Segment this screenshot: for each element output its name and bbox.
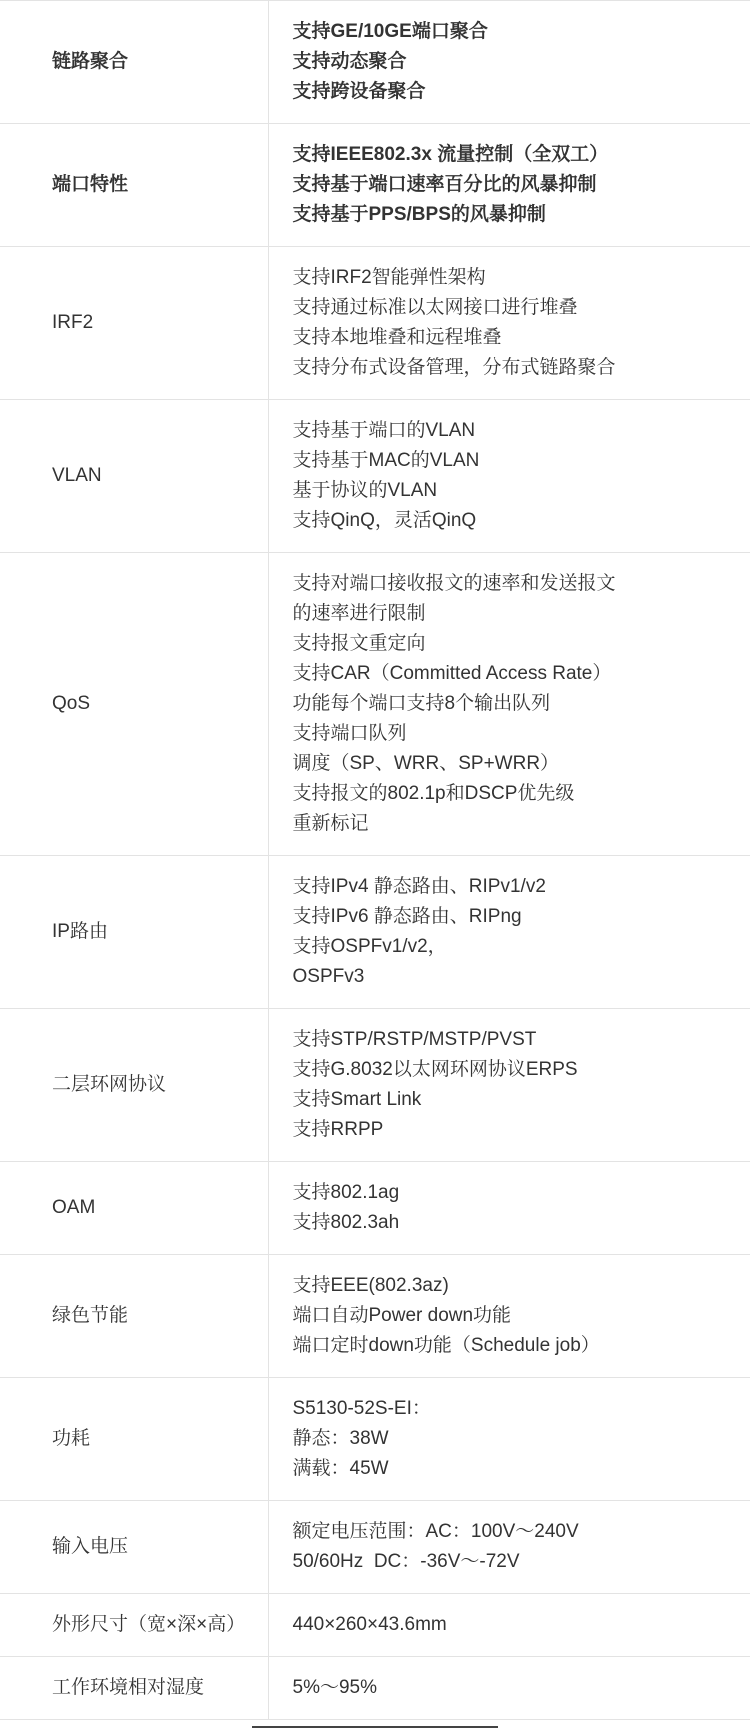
spec-value-line: 支持动态聚合 — [292, 51, 407, 72]
spec-value-line: 支持OSPFv1/v2， — [292, 936, 447, 957]
table-row — [0, 1162, 750, 1255]
spec-label: QoS — [0, 553, 268, 856]
spec-value-line: 支持IPv6 静态路由、RIPng — [292, 906, 522, 927]
spec-value-line: 功能每个端口支持8个输出队列 — [292, 693, 551, 714]
spec-value-line: 支持GE/10GE端口聚合 — [292, 21, 488, 42]
bottom-divider — [0, 1720, 750, 1734]
spec-label: 链路聚合 — [0, 1, 268, 124]
spec-value-line: 支持基于PPS/BPS的风暴抑制 — [292, 204, 546, 225]
spec-value-line: 重新标记 — [292, 813, 369, 834]
spec-value-line: 支持本地堆叠和远程堆叠 — [292, 327, 502, 348]
spec-value-line: 支持IPv4 静态路由、RIPv1/v2 — [292, 876, 546, 897]
spec-value — [268, 124, 750, 247]
spec-value-line: 支持跨设备聚合 — [292, 81, 426, 102]
spec-value-line: 端口自动Power down功能 — [292, 1305, 512, 1326]
spec-value-line: 支持对端口接收报文的速率和发送报文 — [292, 573, 616, 594]
specification-table-body — [0, 1, 750, 1720]
spec-value — [268, 1657, 750, 1720]
spec-value-line: 支持基于端口的VLAN — [292, 420, 476, 441]
table-row — [0, 1657, 750, 1720]
spec-value-line: 440×260×43.6mm — [292, 1614, 447, 1635]
spec-value-line: 支持802.1ag — [292, 1182, 400, 1203]
spec-value-line: S5130-52S-EI： — [292, 1398, 431, 1419]
table-row — [0, 553, 750, 856]
spec-value — [268, 400, 750, 553]
spec-value-line: 支持通过标准以太网接口进行堆叠 — [292, 297, 578, 318]
spec-value-line: 支持RRPP — [292, 1119, 384, 1140]
spec-label: 功耗 — [0, 1378, 268, 1501]
table-row — [0, 1378, 750, 1501]
spec-value-line: 支持802.3ah — [292, 1212, 400, 1233]
table-row — [0, 856, 750, 1009]
spec-value — [268, 247, 750, 400]
spec-value-line: 的速率进行限制 — [292, 603, 426, 624]
spec-label: 二层环网协议 — [0, 1009, 268, 1162]
spec-value — [268, 1255, 750, 1378]
spec-value-line: 支持分布式设备管理，分布式链路聚合 — [292, 357, 616, 378]
spec-label: IRF2 — [0, 247, 268, 400]
spec-value-line: 支持G.8032以太网环网协议ERPS — [292, 1059, 578, 1080]
spec-value-line: 基于协议的VLAN — [292, 480, 438, 501]
spec-value-line: 端口定时down功能（Schedule job） — [292, 1335, 600, 1356]
spec-value — [268, 553, 750, 856]
spec-value-line: 支持IRF2智能弹性架构 — [292, 267, 486, 288]
table-row — [0, 1594, 750, 1657]
spec-label: 绿色节能 — [0, 1255, 268, 1378]
spec-value-line: 支持IEEE802.3x 流量控制（全双工） — [292, 144, 609, 165]
table-row — [0, 1009, 750, 1162]
spec-value — [268, 1162, 750, 1255]
spec-label: OAM — [0, 1162, 268, 1255]
spec-label: 输入电压 — [0, 1501, 268, 1594]
spec-value — [268, 1378, 750, 1501]
table-row — [0, 400, 750, 553]
table-row — [0, 247, 750, 400]
spec-label: IP路由 — [0, 856, 268, 1009]
spec-value-line: 支持EEE(802.3az) — [292, 1275, 449, 1296]
spec-value-line: 支持基于端口速率百分比的风暴抑制 — [292, 174, 597, 195]
table-row — [0, 1501, 750, 1594]
spec-value-line: 支持报文的802.1p和DSCP优先级 — [292, 783, 575, 804]
spec-value — [268, 1501, 750, 1594]
spec-value-line: 支持QinQ，灵活QinQ — [292, 510, 477, 531]
spec-value-line: 支持基于MAC的VLAN — [292, 450, 480, 471]
table-row — [0, 1255, 750, 1378]
spec-label: 端口特性 — [0, 124, 268, 247]
spec-value-line: 满载：45W — [292, 1458, 389, 1479]
spec-value-line: 50/60Hz DC：-36V～-72V — [292, 1551, 520, 1572]
spec-value-line: OSPFv3 — [292, 966, 365, 987]
spec-value — [268, 1009, 750, 1162]
spec-value — [268, 856, 750, 1009]
spec-value-line: 额定电压范围：AC：100V～240V — [292, 1521, 579, 1542]
spec-value-line: 5%～95% — [292, 1677, 377, 1698]
spec-value-line: 支持端口队列 — [292, 723, 407, 744]
table-row — [0, 1, 750, 124]
spec-value-line: 静态：38W — [292, 1428, 389, 1449]
spec-value-line: 支持报文重定向 — [292, 633, 426, 654]
spec-value — [268, 1, 750, 124]
spec-value-line: 调度（SP、WRR、SP+WRR） — [292, 753, 560, 774]
spec-value-line: 支持CAR（Committed Access Rate） — [292, 663, 612, 684]
spec-label: 工作环境相对湿度 — [0, 1657, 268, 1720]
spec-value-line: 支持STP/RSTP/MSTP/PVST — [292, 1029, 537, 1050]
spec-label: 外形尺寸（宽×深×高） — [0, 1594, 268, 1657]
table-row — [0, 124, 750, 247]
spec-label: VLAN — [0, 400, 268, 553]
spec-value — [268, 1594, 750, 1657]
spec-value-line: 支持Smart Link — [292, 1089, 422, 1110]
